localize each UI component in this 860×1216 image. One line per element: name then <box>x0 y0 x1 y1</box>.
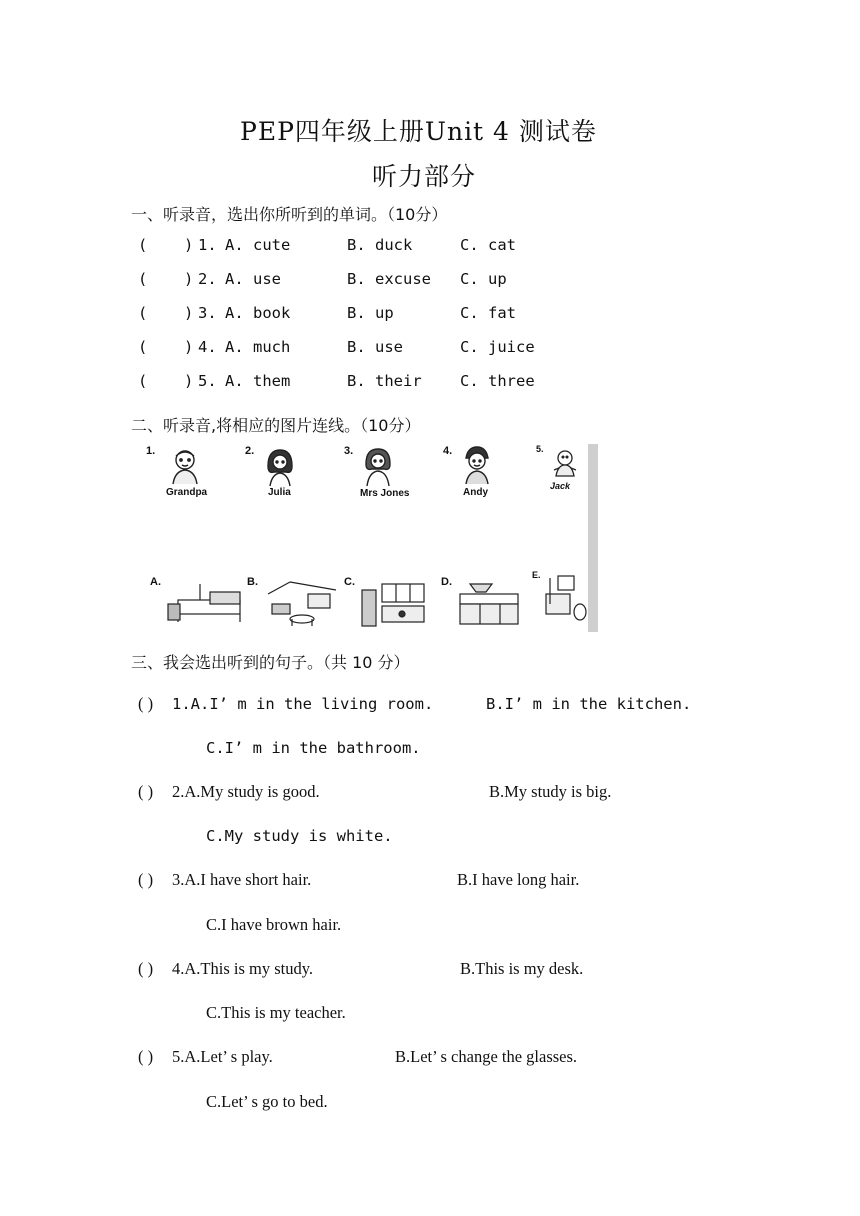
jack-icon <box>554 451 576 476</box>
answer-close-paren: ) <box>184 304 194 322</box>
option-a: 3.A.I have short hair. <box>172 870 312 889</box>
room-letter: E. <box>532 570 541 580</box>
answer-parens: ( ) <box>138 782 154 801</box>
item-number: 1. <box>198 236 217 254</box>
option-b: B. excuse <box>347 270 431 288</box>
answer-open-paren: ( <box>138 304 148 322</box>
person-name: Grandpa <box>166 487 208 498</box>
option-a: 2.A.My study is good. <box>172 782 320 801</box>
option-b: B. their <box>347 372 422 390</box>
option-a: A. much <box>225 338 291 356</box>
person-number: 1. <box>146 445 156 457</box>
option-c: C. three <box>460 372 535 390</box>
option-b: B.I have long hair. <box>457 870 580 889</box>
option-b: B. up <box>347 304 394 322</box>
option-b: B.I’ m in the kitchen. <box>486 695 692 713</box>
matching-picture-strip <box>140 444 598 632</box>
answer-close-paren: ) <box>184 338 194 356</box>
option-a: A. cute <box>225 236 291 254</box>
person-number: 2. <box>245 445 255 457</box>
answer-close-paren: ) <box>184 270 194 288</box>
person-name: Jack <box>550 481 571 491</box>
option-c: C.Let’ s go to bed. <box>206 1092 328 1111</box>
mrs-jones-icon <box>366 449 390 486</box>
grandpa-icon <box>173 451 197 484</box>
option-c: C.I’ m in the bathroom. <box>206 739 421 757</box>
option-b: B. duck <box>347 236 413 254</box>
answer-parens: ( ) <box>138 959 154 978</box>
answer-open-paren: ( <box>138 270 148 288</box>
person-name: Andy <box>463 487 488 498</box>
room-letter: B. <box>247 576 258 588</box>
option-b: B.This is my desk. <box>460 959 584 978</box>
room-letter: A. <box>150 576 161 588</box>
section1-heading: 一、听录音，选出你所听到的单词。（10分） <box>131 205 448 224</box>
person-number: 4. <box>443 445 453 457</box>
section3-heading: 三、我会选出听到的句子。（共 10 分） <box>131 653 410 672</box>
matching-illustration <box>140 444 598 632</box>
option-c: C. up <box>460 270 507 288</box>
option-a: A. book <box>225 304 291 322</box>
living-room-icon <box>268 582 336 626</box>
option-a: A. use <box>225 270 281 288</box>
person-number: 3. <box>344 445 354 457</box>
option-a: A. them <box>225 372 291 390</box>
answer-close-paren: ) <box>184 372 194 390</box>
person-name: Julia <box>268 487 291 498</box>
bathroom-icon <box>546 576 586 620</box>
answer-parens: ( ) <box>138 870 154 889</box>
answer-parens: ( ) <box>138 1047 154 1066</box>
person-number: 5. <box>536 444 544 454</box>
scan-edge <box>588 444 598 632</box>
option-a: 1.A.I’ m in the living room. <box>172 695 434 713</box>
room-letter: D. <box>441 576 452 588</box>
answer-open-paren: ( <box>138 338 148 356</box>
item-number: 5. <box>198 372 217 390</box>
julia-icon <box>268 450 292 486</box>
study-icon <box>362 584 424 626</box>
item-number: 2. <box>198 270 217 288</box>
kitchen-icon <box>460 584 518 624</box>
option-c: C.This is my teacher. <box>206 1003 346 1022</box>
item-number: 4. <box>198 338 217 356</box>
answer-close-paren: ) <box>184 236 194 254</box>
option-a: 5.A.Let’ s play. <box>172 1047 273 1066</box>
option-a: 4.A.This is my study. <box>172 959 314 978</box>
bedroom-icon <box>168 584 240 622</box>
option-c: C. fat <box>460 304 516 322</box>
option-b: B. use <box>347 338 403 356</box>
room-letter: C. <box>344 576 355 588</box>
option-c: C. cat <box>460 236 516 254</box>
person-name: Mrs Jones <box>360 488 410 499</box>
answer-open-paren: ( <box>138 236 148 254</box>
andy-icon <box>466 447 488 484</box>
option-c: C.My study is white. <box>206 827 393 845</box>
item-number: 3. <box>198 304 217 322</box>
option-c: C. juice <box>460 338 535 356</box>
section2-heading: 二、听录音,将相应的图片连线。（10分） <box>131 416 421 435</box>
answer-parens: ( ) <box>138 694 154 713</box>
page-subtitle: 听力部分 <box>372 162 477 191</box>
option-c: C.I have brown hair. <box>206 915 342 934</box>
answer-open-paren: ( <box>138 372 148 390</box>
option-b: B.Let’ s change the glasses. <box>395 1047 578 1066</box>
option-b: B.My study is big. <box>489 782 612 801</box>
page-title: PEP四年级上册Unit 4 测试卷 <box>240 117 597 146</box>
